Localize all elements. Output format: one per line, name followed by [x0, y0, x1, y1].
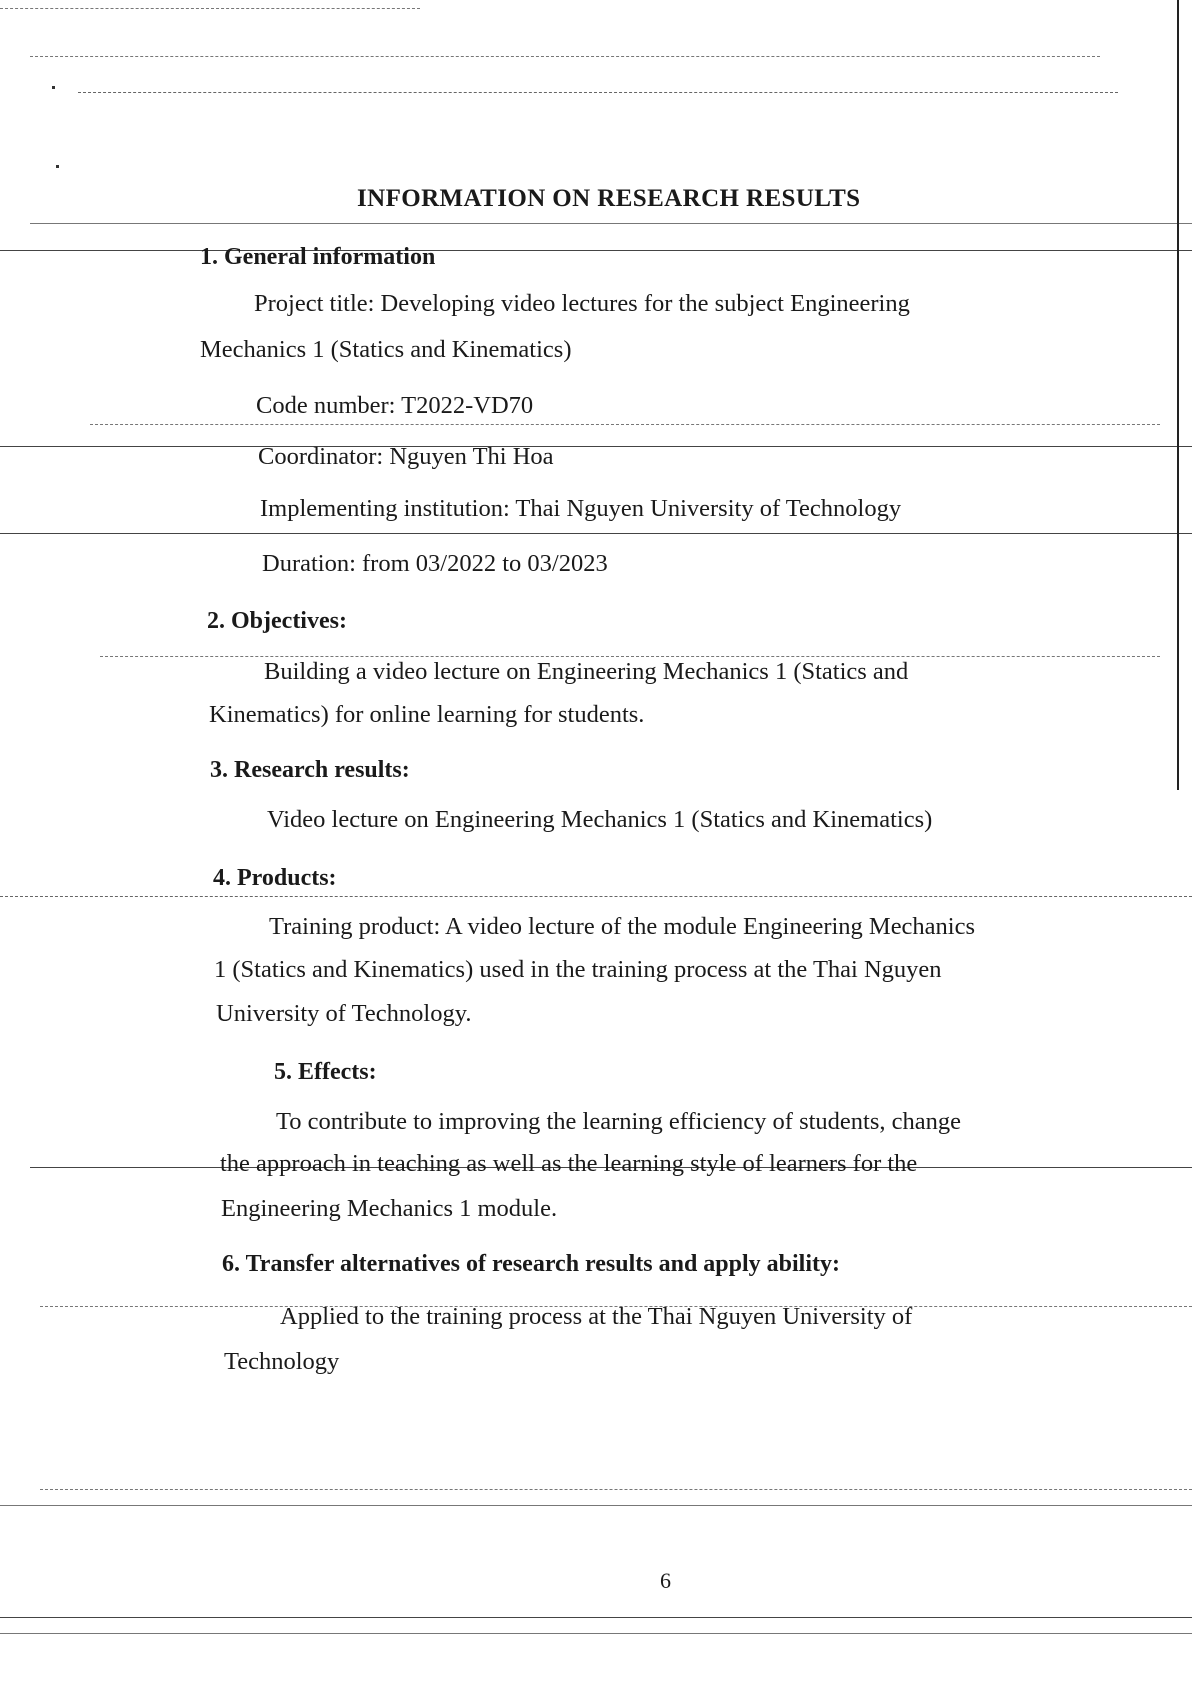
- page-number: 6: [660, 1568, 671, 1593]
- project-title-line-2: Mechanics 1 (Statics and Kinematics): [200, 336, 572, 363]
- section-heading-results: 3. Research results:: [210, 757, 410, 783]
- effects-line-1: To contribute to improving the learning efficiency of students, change: [276, 1108, 961, 1135]
- scan-edge-line: [1177, 0, 1179, 790]
- project-title-line-1: Project title: Developing video lectures for the subject Engineering: [254, 290, 910, 317]
- section-heading-effects: 5. Effects:: [274, 1059, 377, 1085]
- effects-line-2: the approach in teaching as well as the learning style of learners for the: [220, 1150, 918, 1177]
- scan-line: [90, 424, 1160, 425]
- section-heading-transfer: 6. Transfer alternatives of research results and apply ability:: [222, 1251, 840, 1277]
- products-line-3: University of Technology.: [216, 1000, 472, 1027]
- scan-line: [0, 533, 1192, 534]
- document-title: INFORMATION ON RESEARCH RESULTS: [357, 185, 861, 212]
- objectives-line-2: Kinematics) for online learning for students.: [209, 701, 645, 728]
- scan-line: [0, 250, 1192, 251]
- scan-line: [30, 223, 1192, 224]
- objectives-line-1: Building a video lecture on Engineering Mechanics 1 (Statics and: [264, 658, 909, 685]
- scan-line: [0, 8, 420, 9]
- scan-line: [0, 1617, 1192, 1618]
- scan-line: [0, 446, 1192, 447]
- scan-line: [0, 1505, 1192, 1506]
- scan-line: [78, 92, 1118, 93]
- implementing-institution: Implementing institution: Thai Nguyen University of Technology: [260, 495, 902, 522]
- scan-line: [30, 56, 1100, 57]
- results-line-1: Video lecture on Engineering Mechanics 1 (Statics and Kinematics): [267, 806, 933, 833]
- transfer-line-2: Technology: [224, 1348, 340, 1375]
- section-heading-products: 4. Products:: [213, 865, 337, 891]
- section-heading-general: 1. General information: [200, 244, 436, 270]
- products-line-2: 1 (Statics and Kinematics) used in the training process at the Thai Nguyen: [214, 956, 942, 983]
- transfer-line-1: Applied to the training process at the Thai Nguyen University of: [280, 1303, 913, 1330]
- scan-line: [40, 1489, 1192, 1490]
- products-line-1: Training product: A video lecture of the module Engineering Mechanics: [269, 913, 976, 940]
- scan-line: [0, 1633, 1192, 1634]
- effects-line-3: Engineering Mechanics 1 module.: [221, 1195, 558, 1222]
- scan-speck: [56, 165, 59, 168]
- coordinator: Coordinator: Nguyen Thi Hoa: [258, 443, 554, 470]
- scan-line: [100, 656, 1160, 657]
- code-number: Code number: T2022-VD70: [256, 392, 534, 419]
- duration: Duration: from 03/2022 to 03/2023: [262, 550, 608, 577]
- section-heading-objectives: 2. Objectives:: [207, 608, 347, 634]
- scan-line: [0, 896, 1192, 897]
- scan-speck: [52, 86, 55, 89]
